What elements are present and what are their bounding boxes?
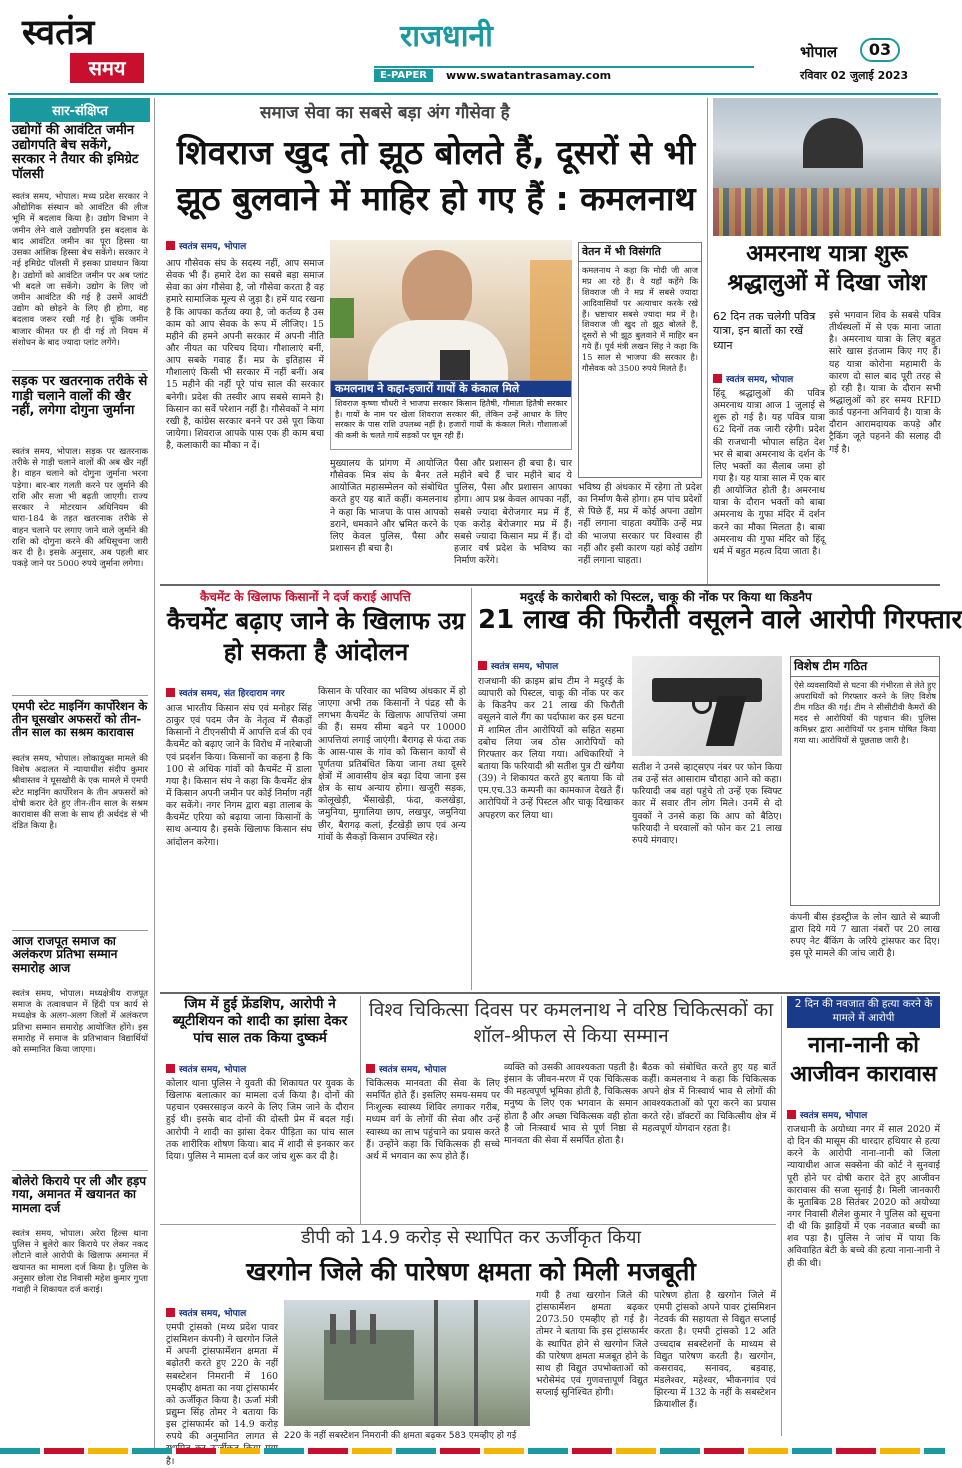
masthead [0,0,945,94]
website-link[interactable]: www.swatantrasamay.com [446,69,612,82]
story2-byline: स्वतंत्र समय, भोपाल [713,372,823,385]
story1-photo-caption-body: शिवराज कृष्णा चौधरी ने भाजपा सरकार किसान हितैषी, गौमाता हितैषी सरकार है। गायों के नाम पर खेला शिवराज सरकार की, लेकिन उन्हें आधार के लिए सरकार के पास राशि उपलब्ध नहीं है। हजारों गायों के कंकाल मिले। गौशालाओं की कमी के चलते गायें सड़कों पर घूम रही हैं। [335,399,567,440]
column-rule [707,98,708,584]
story1-sidebox-title: वेतन में भी विसंगति [579,243,701,262]
story6-headline: विश्व चिकित्सा दिवस पर कमलनाथ ने वरिष्ठ चिकित्सकों का शॉल-श्रीफल से किया सम्मान [368,999,774,1047]
story1-photo-caption: कमलनाथ ने कहा-हजारों गायों के कंकाल मिले [331,381,571,397]
sidebar-item [12,935,148,1169]
sidebar-divider [12,695,148,696]
story6-byline: स्वतंत्र समय, भोपाल [366,1062,500,1075]
sidebar-headline: उद्योगों की आवंटित जमीन उद्योगपति बेच सकेंगे, सरकार ने तैयार की इमिग्रेट पॉलसी [12,123,139,182]
story5-body: कोलार थाना पुलिस ने युवती की शिकायत पर युवक के खिलाफ बलात्कार का मामला दर्ज किया है। दोनों की पहचान एक्सरसाइज करने के लिए जिम जाने के दौरान हुई थी। इसके बाद दोनों की दोस्ती प्रेम में बदल गई। आरोपी ने शादी का झांसा देकर पीड़िता का पांच साल तक शारीरिक शोषण किया। बाद में शादी से इनकार कर दिया। पुलिस ने मामला दर्ज कर जांच शुरू कर दी है। [166,1078,354,1162]
sidebar-body: स्वतंत्र समय, भोपाल। मध्य प्रदेश सरकार ने औद्योगिक संस्थान को आवंटित की लीज भूमि में बदलाव किया है। उद्योग विभाग ने जमीन लेने वाले उद्योगपति इस बदलाव के बाद आवंटित जमीन का पूरा हिस्सा या उसका आंशिक हिस्सा बेच सकेंगे। सरकार ने नई इमिग्रेट पॉलसी में इसका प्रावधान किया है। उद्योगों को आवंटित जमीन पर अब प्लांट भी बदले जा सकेंगे। उद्योग के लिए जो जमीन आवंटित की गई है उसमें आवंटी उद्योग को छोड़ने के लिए ही होगा, वह बदलाव जरूर रखी गई है। चूंकि जमीन बाजार कीमत पर ही दी गई तो नियम में संशोधन के बाद ज्यादा प्लांट लगेंगे। [12,192,148,348]
footer-color-strip [0,1448,945,1454]
story4-sidebox-body: ऐसे व्यवसायियों से घटना की गंभीरता से लेते हुए अपराधियों को गिरफ्तार करने के लिए विशेष टीम गठित की गई। टीम ने सीसीटीवी कैमरों की मदद से आरोपियों की पहचान की। पुलिस कमिश्नर द्वारा आरोपियों पर इनाम घोषित किया गया था। आरोपियों से पूछताछ जारी है। [794,680,936,745]
story1-sidebox [578,242,702,478]
story4-headline: 21 लाख की फिरौती वसूलने वाले आरोपी गिरफ्तार [478,605,962,635]
kamalnath-photo [330,240,572,380]
story8-body-col3: पारेषण होता है खरगोन जिले में एमपी ट्रांसको अपने पावर ट्रांसमिशन नेटवर्क की सहायता से विद्युत सप्लाई करता है। एमपी ट्रांसको 12 अति उच्चदाब सबस्टेशनों के माध्यम से विद्युत पारेषण करती है। खरगोन, कसरावद, सनावद, बड़वाह, मंडलेश्वर, महेश्वर, भीकनगांव एवं झिरन्या में 132 के नहीं के सबस्टेशन क्रियाशील हैं। [654,1290,776,1411]
section-title: राजधानी [400,19,493,54]
story1-body-col1: आप गौसेवक संघ के सदस्य नहीं, आप समाज सेवक भी हैं। हमारे देश का सबसे बड़ा समाज सेवा का अंग गौसेवा है, जो गौसेवा करता है वह हमारे सामाजिक मूल्य से जुड़ा है। हमें याद रखना है कि आपका कर्तव्य क्या है, जो कर्तव्य है उस काम को आप सेवक के रूप में लीजिए। 15 महीने की हमने अपनी सरकार में अपनी नीति और नीयत का परिचय दिया। गौशालाएं बनीं, आप सबके गवाह हैं। मप्र के इतिहास में गौशालाएं किसी भी सरकार में नहीं बनीं। अब 15 महीने की नहीं पूरे पांच साल की सरकार बनेगी। प्रदेश की तस्वीर आप सबसे सामने है। किसान का सर्वे परेशान नहीं है। गौसेवकों ने मांग रखी है, कांग्रेस सरकार बनने पर उसे पूरा किया जायेगा। शिवराज आपके पास एक ही काम बचा है, कलाकारी का मौका न दें। [166,258,325,452]
sidebar-divider [12,370,148,371]
epaper-label: E-PAPER [374,69,433,82]
sidebar-item [12,375,148,691]
story7-byline: स्वतंत्र समय, भोपाल [787,1108,940,1121]
story3-byline: स्वतंत्र समय, संत हिरदाराम नगर [166,686,462,699]
section-divider [160,992,940,994]
substation-photo-caption: 220 के नहीं सबस्टेशन निमरानी की क्षमता बढ़कर 583 एमव्हीए हो गई [284,1431,517,1441]
sidebar-headline: एमपी स्टेट माइनिंग कार्पोरेशन के तीन घूसखोर अफसरों को तीन-तीन साल का सश्रम कारावास [12,699,148,739]
sidebar-headline: सड़क पर खतरनाक तरीके से गाड़ी चलाने वालों की खैर नहीं, लगेगा दोगुना जुर्माना [12,374,148,419]
column-rule [471,588,472,990]
story7-body: राजधानी के अयोध्या नगर में साल 2020 में दो दिन की मासूम की धारदार हथियार से हत्या करने के आरोपी नाना-नानी को जिला न्यायाधीश आज सक्सेना की कोर्ट ने सुनवाई पूरी होने पर दोषी करार देते हुए आजीवन कारावास की सजा सुनाई है। मिली जानकारी के मुताबिक 28 सितंबर 2020 को अयोध्या नगर निवासी शैलेश कुमार ने पुलिस को सूचना दी थी कि झाड़ियों में एक नवजात बच्ची का शव पड़ा है। पुलिस ने जांच में पाया कि अविवाहित बेटी के बच्चे की हत्या नाना-नानी ने ही की थी। [787,1124,940,1269]
story1-photo-caption-box [330,380,572,450]
column-rule [781,996,782,1436]
sidebar-body: स्वतंत्र समय, भोपाल। सड़क पर खतरनाक तरीके से गाड़ी चलाने वालों की अब खैर नहीं है। वाहन चलाने को दोगुना जुर्माना भरना पड़ेगा। बार-बार गलती करने पर जुर्माने की राशि और सजा भी बढ़ती जाएगी। राज्य सरकार ने मोटरयान अधिनियम की धारा-184 के तहत खतरनाक तरीके से वाहन चलाने पर लगाए जाने वाले जुर्माने की राशि को दोगुना करने की अधिसूचना जारी कर दी है। इसके अनुसार, अब पहली बार पकड़े जाने पर 5000 रुपये जुर्माना लगेगा। [12,447,148,570]
logo-top-text: स्वतंत्र [22,12,95,53]
story4-body-col2: सतीश ने उनसे व्हाट्सएप नंबर पर फोन किया तब उन्हें संत आसाराम चौराहा आने को कहा। फरियादी जब वहां पहुंचे तो उन्हें एक स्विफ्ट कार में सवार तीन लोग मिले। उनमें से दो युवकों ने उनसे कहा कि आप को बैठिए। फरियादी ने घरवालों को फोन कर 21 लाख रुपये मंगवाए। [632,762,782,846]
story1-body-col4: भविष्य ही अंधकार में रहेगा तो प्रदेश का निर्माण कैसे होगा। हम पांच प्रदेशों से पिछे हैं, मप्र में कोई अपना उद्योग नहीं लगाना चाहता क्योंकि उन्हें मप्र की भाजपा सरकार पर विश्वास ही नहीं और इसी कारण यहां कोई उद्योग नहीं लगाना चाहता। [578,482,702,566]
page-number: 03 [860,38,900,62]
story8-body-col2: गयी है तथा खरगोन जिले की ट्रांसफार्मेशन क्षमता बढ़कर 2073.50 एमव्हीए हो गई है। तोमर ने बताया कि इस ट्रांसफार्मर के स्थापित होने से खरगोन जिले की पारेषण क्षमता मजबूत होने के साथ ही विद्युत उपभोक्ताओं को भरोसेमंद एवं गुणवत्तापूर्ण विद्युत सप्लाई सुनिश्चित होगी। [536,1290,648,1399]
story4-sidebox-title: विशेष टीम गठित [791,657,939,677]
story1-kicker: समाज सेवा का सबसे बड़ा अंग गौसेवा है [260,103,510,123]
story1-headline: शिवराज खुद तो झूठ बोलते हैं, दूसरों से भी झूठ बुलवाने में माहिर हो गए हैं : कमलनाथ [176,133,696,218]
story4-kicker: मदुरई के कारोबारी को पिस्टल, चाकू की नोंक पर किया था किडनैप [520,590,812,604]
date-label: रविवार 02 जुलाई 2023 [800,69,909,82]
story4-sidebox [790,656,940,906]
sidebar-title: सार-संक्षिप्त [10,98,150,122]
sidebar-headline: आज राजपूत समाज का अलंकरण प्रतिभा सम्मान समारोह आज [12,934,118,975]
story4-body-col3: कंपनी बीस इंडस्ट्रीज के लोन खाते से ब्याजी द्वारा दिये गये 7 खाता नंबरों पर 20 लाख रुपए नेट बैंकिंग के जरिये ट्रांसफर कर दिए। इस पूरे मामले की जांच जारी है। [790,912,940,960]
city-label: भोपाल [800,43,838,61]
sidebar-body: स्वतंत्र समय, भोपाल। मध्यक्षेत्रीय राजपूत समाज के तत्वावधान में हिंदी पत्र कार्य से मध्यक्षेत्र के अलग-अलग जिलों में अलंकरण प्रतिभा सम्मान समारोह आयोजित होंगे। इस समारोह में समाज के प्रतिभावान विद्यार्थियों को सम्मानित किया जाएगा। [12,989,148,1056]
section-divider [160,584,940,586]
story2-body-col2: इसे भगवान शिव के सबसे पवित्र तीर्थस्थलों में से एक माना जाता है। अमरनाथ यात्रा के लिए बहुत सारे खास इंतजाम किए गए हैं। यह यात्रा कोरोना महामारी के कारण दो साल बाद पूरी तरह से हो रही है। यात्रा के दौरान सभी श्रद्धालुओं को हर समय RFID कार्ड पहनना अनिवार्य है। यात्रा के दौरान आरामदायक कपड़े और ट्रैकिंग जूते पहनने की सलाह दी गई है। [829,310,941,455]
story8-headline: खरगोन जिले की पारेषण क्षमता को मिली मजबूती [246,1257,696,1286]
sidebar-body: स्वतंत्र समय, भोपाल। अरेरा हिल्स थाना पुलिस ने बुलेरो कार किराये पर लेकर नकद लौटाने वाले आरोपी के खिलाफ अमानत में खयानत का मामला दर्ज किया है। पुलिस के अनुसार छोला रोड निवासी महेश कुमार गुप्ता गवाही ने शिकायत दर्ज कराई। [12,1229,148,1296]
story7-kicker: 2 दिन की नवजात की हत्या करने के मामले में आरोपी [787,996,940,1028]
logo-bottom-text: समय [70,53,144,83]
story5-headline: जिम में हुई फ्रेंडशिप, आरोपी ने ब्यूटीशियन को शादी का झांसा देकर पांच साल तक किया दुष्कर्म [172,996,348,1046]
story4-body-col1: राजधानी की क्राइम ब्रांच टीम ने मदुरई के व्यापारी को पिस्टल, चाकू की नोंक पर कर के किडनैप कर 21 लाख की फिरौती वसूलने वाले गैंग का पर्दाफाश कर इस घटना में शामिल तीन आरोपियों को सहित सहमा दबोच लिया जब ठोस आरोपियों को गिरफ्तार कर लिया गया। अधिकारियों ने बताया कि फरियादी श्री सतीश पुत्र टी खंगैया (39) ने शिकायत करते हुए बताया कि वो एम.एच.33 कम्पनी का कामकाज देखते हैं। आरोपियों ने उन्हें पिस्टल और चाकू दिखाकर अपहरण कर लिया था। [478,676,624,821]
story6-body-col3: बैठक को संबोधित करते हुए यह बातें कहीं। कमलनाथ ने कहा कि चिकित्सक अपने क्षेत्र में निःस्वार्थ भाव से लोगों की आवश्यकताओं को पूरा करने का प्रयास करते रहे। डॉक्टरों का चिकित्सीय क्षेत्र में महत्वपूर्ण योगदान रहता है। [642,1062,776,1134]
sidebar-item [12,1175,148,1444]
column-rule [360,996,361,1224]
logo [22,8,150,88]
story3-body-col1: आज भारतीय किसान संघ एवं मनोहर सिंह ठाकुर एवं पदम जैन के नेतृत्व में सैकड़ों किसानों ने टीएनसीपी में आपत्ति दर्ज की एवं कैचमेंट को बढ़ाए जाने के विरोध में नारेबाजी एवं प्रदर्शन किया। किसानों का कहना है कि 100 से अधिक गांवों को कैचमेंट में डाला गया है। किसान संघ ने कहा कि कैचमेंट क्षेत्र में किसान अपनी जमीन पर कोई निर्माण नहीं कर सकेंगे। नगर निगम द्वारा बड़ा तालाब के कैचमेंट एरिया को बढ़ाया जाना किसानों के साथ अन्याय है। इसके खिलाफ किसान संघ आंदोलन करेगा। [166,703,312,848]
sidebar-item [12,124,148,372]
story2-headline: अमरनाथ यात्रा शुरू श्रद्धालुओं में दिखा जोश [727,241,927,297]
story2-deck: 62 दिन तक चलेगी पवित्र यात्रा, इन बातों का रखें ध्यान [713,310,816,352]
substation-photo [284,1300,530,1426]
sidebar-body: स्वतंत्र समय, भोपाल। लोकायुक्त मामले की विशेष अदालत में न्यायाधीश संदीप कुमार श्रीवास्तव ने घूसखोरी के एक मामले में एमपी स्टेट माइनिंग कार्पोरेशन के तीन अफसरों को दोषी करार देते हुए तीन-तीन साल के सश्रम कारावास की सजा के साथ ही अर्थदंड से भी दंडित किया है। [12,754,148,832]
story1-body-col2: मुख्यालय के प्रांगण में आयोजित गौसेवक मित्र संघ के बैनर तले आयोजित महासम्मेलन को संबोधित करते हुए यह बातें कहीं। कमलनाथ ने कहा कि भाजपा के पास आपको डराने, धमकाने और भ्रमित करने के लिए केवल पुलिस, पैसा और प्रशासन ही बचा है। [330,458,448,554]
sidebar-column-rule [154,98,155,1448]
story5-byline: स्वतंत्र समय, भोपाल [166,1062,354,1075]
story1-byline: स्वतंत्र समय, भोपाल [166,239,326,252]
story2-body-col1: हिंदू श्रद्धालुओं की पवित्र अमरनाथ यात्रा आज 1 जुलाई से शुरू हो गई है। यह पवित्र यात्रा 62 दिनों तक जारी रहेगी। प्रदेश की राजधानी भोपाल सहित देश भर से बाबा अमरनाथ के दर्शन के लिए भक्तों का सैलाब जमा हो गया है। यह यात्रा साल में एक बार ही आयोजित होती है। अमरनाथ यात्रा के दौरान भक्तों को बाबा अमरनाथ के गुफा मंदिर में दर्शन करने का मौका मिलता है। बाबा अमरनाथ की गुफा मंदिर को हिंदू धर्म में बहुत महत्व दिया जाता है। [713,388,825,557]
amarnath-photo [713,98,941,236]
story6-body-col1: चिकित्सक मानवता की सेवा के लिए समर्पित होते हैं। इसलिए समय-समय पर निःशुल्क स्वास्थ्य शिविर लगाकर गरीब, मध्यम वर्ग के लोगों की सेवा और उन्हें स्वास्थ्य का लाभ पहुंचाने का प्रयास करते हैं। उन्होंने कहा कि चिकित्सक ही सच्चे अर्थ में भगवान का रूप होते हैं। [366,1078,500,1162]
story8-body-col1: एमपी ट्रांसको (मध्य प्रदेश पावर ट्रांसमिशन कंपनी) ने खरगोन जिले में अपनी ट्रांसफार्मेशन क्षमता में बढ़ोतरी करते हुए 220 के नहीं सबस्टेशन निमरानी में 160 एमव्हीए क्षमता का नया ट्रांसफार्मर को ऊर्जीकृत किया है। ऊर्जा मंत्री प्रद्युम्न सिंह तोमर ने बताया कि इस ट्रांसफार्मर को 14.9 करोड़ रुपये की अनुमानित लागत से है। [166,1322,278,1467]
pistol-photo [632,656,782,756]
sidebar-item [12,700,148,926]
story1-body-col3: पैसा और प्रशासन ही बचा है। चार महीने बचे हैं चार महीने बाद ये पुलिस, पैसा और प्रशासन आपका होगा। आप प्रश्न केवल आपका नहीं, सबसे ज्यादा बेरोजगार मप्र में हैं, एक करोड़ बेरोजगार मप्र में हैं। सबसे ज्यादा किसान मप्र में हैं। दो हजार वर्ष प्रदेश के भविष्य का निर्माण करेंगे। [454,458,572,567]
epaper-bar [374,66,754,84]
story8-kicker: डीपी को 14.9 करोड़ से स्थापित कर ऊर्जीकृत किया [300,1227,642,1248]
story3-headline: कैचमेंट बढ़ाए जाने के खिलाफ उग्र हो सकता है आंदोलन [167,607,465,667]
story7-headline: नाना-नानी को आजीवन कारावास [790,1033,937,1087]
story8-byline: स्वतंत्र समय, भोपाल [166,1306,276,1319]
story3-kicker: कैचमेंट के खिलाफ किसानों ने दर्ज कराई आपत्ति [200,590,411,604]
story4-byline: स्वतंत्र समय, भोपाल [478,659,623,672]
section-divider [160,1224,776,1225]
sidebar-divider [12,1170,148,1171]
sidebar-headline: बोलेरो किराये पर ली और हड़प गया, अमानत में खयानत का मामला दर्ज [12,1174,147,1215]
sidebar-divider [12,930,148,931]
masthead-divider [8,93,938,95]
story3-body-col2: किसान के परिवार का भविष्य अंधकार में हो जाएगा अभी तक किसानों ने पंद्रह सौ के लगभग कैचमेंट के खिलाफ आपत्तियां जमा की हैं। समय सीमा बढ़ने पर 10000 आपत्तियां लगाई जाएंगी। बैरागढ़ से फंदा तक के आस-पास के गांव को किसान कार्यों से पूर्णतया प्रतिबंधित किया जाना तथा दूसरे क्षेत्रों में आवासीय क्षेत्र बढ़ा दिया जाना इस क्षेत्र के साथ अन्याय होगा। खजूरी सड़क, कोलूखेड़ी, भैंसाखेड़ी, फंदा, कलखेड़ा, जमुनिया, मुगालिया छाप, लखपुर, जमुनिया छीर, बैरागढ़ कलां, ईंटखेड़ी छाप एवं अन्य गांवों के सैकड़ों किसान उपस्थित रहे। [318,686,466,843]
story1-sidebox-body: कमलनाथ ने कहा कि मोदी जी आज मप्र आ रहे हैं। वे यहाँ कहेंगे कि शिवराज जी ने मप्र में सबसे ज्यादा आदिवासियों पर अत्याचार करके रखे हैं। भ्रष्टाचार सबसे ज्यादा मप्र में है। शिवराज जी खुद तो झूठ बोलते हैं, दूसरों से भी झूठ बुलवाने में माहिर बन गये हैं। पूर्व मंत्री लखन सिंह ने कहा कि 15 साल से भाजपा की सरकार है। गौसेवक को 3500 रुपये मिलते हैं। [582,265,698,373]
story6-body-col2: व्यक्ति को उसकी आवश्यकता पड़ती है। इंसान के जीवन-मरण में एक चिकित्सक की महत्वपूर्ण भूमिका होती है, चिकित्सक मनुष्य के लिए एक भगवान के समान होता है और अच्छा चिकित्सक वही होता है जो निःस्वार्थ भाव से पूर्ण निष्ठा से मानवता की सेवा में समर्पित होता है। [504,1062,638,1146]
